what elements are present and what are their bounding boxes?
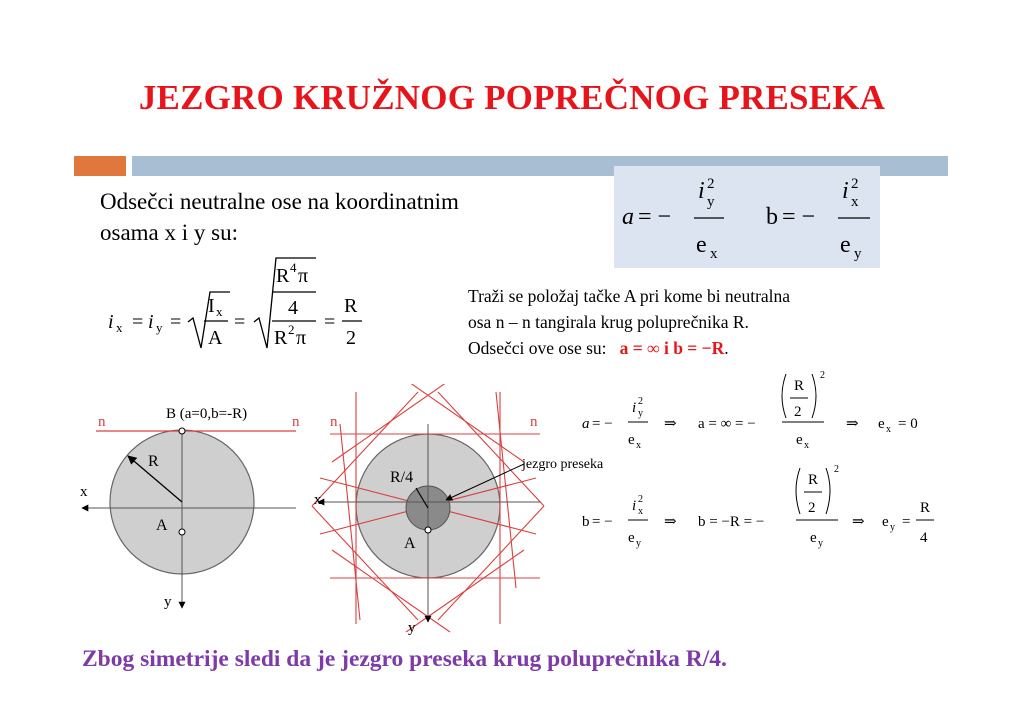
- explanation-line-3-suffix: .: [724, 338, 729, 358]
- f-two-result: 2: [346, 327, 356, 349]
- d1-paren-right: [812, 374, 816, 418]
- explanation-text: [468, 283, 988, 361]
- intro-text: [100, 186, 580, 248]
- d1-paren-left: [782, 374, 786, 418]
- fb-b: b: [766, 204, 778, 230]
- d2-paren-sq: 2: [834, 464, 839, 475]
- point-a-marker: [179, 529, 185, 535]
- fb-sub-x-b: x: [851, 194, 859, 210]
- d1-ex-sub: x: [886, 424, 891, 435]
- d2-implies-2: ⇒: [852, 514, 865, 530]
- f-four: 4: [288, 297, 298, 319]
- radius-of-gyration-formula: [100, 252, 390, 357]
- y-axis-label: y: [164, 594, 172, 610]
- conclusion-text: Zbog simetrije sledi da je jezgro preseka krug poluprečnika R/4.: [82, 646, 727, 672]
- d2-b-negR: b = −R = −: [698, 514, 765, 530]
- d2-b: b: [582, 514, 590, 530]
- d2-four-result: 4: [920, 530, 928, 546]
- d1-implies-1: ⇒: [664, 416, 677, 432]
- point-b-label: B (a=0,b=-R): [166, 406, 248, 422]
- d1-e-den: e: [796, 432, 803, 448]
- d1-a-inf: a = ∞ = −: [698, 416, 756, 432]
- f-i-x: i: [108, 311, 114, 333]
- intercept-formula: [614, 166, 880, 268]
- d1-sq: 2: [638, 396, 643, 407]
- core-callout-label: jezgro preseka: [522, 457, 604, 472]
- d1-paren-sq: 2: [820, 370, 825, 381]
- f-pi-num: π: [298, 265, 309, 287]
- f-pow-2: 2: [288, 322, 295, 337]
- f-pi-den: π: [296, 327, 307, 349]
- diagram-section-core: [310, 384, 640, 638]
- point-a-label: A: [156, 517, 168, 534]
- f-eq-2: =: [170, 311, 182, 333]
- n-right-label: n: [292, 414, 300, 430]
- x-axis-label: x: [80, 484, 88, 500]
- fb-eq-minus-a: = −: [638, 204, 672, 230]
- radius-label: R: [148, 453, 159, 470]
- d2-two: 2: [808, 500, 816, 516]
- fb-sq-a: 2: [707, 176, 715, 192]
- f-pow-4: 4: [290, 260, 297, 275]
- fb-sq-b: 2: [851, 176, 859, 192]
- d2-paren-right: [826, 468, 830, 514]
- d1-implies-2: ⇒: [846, 416, 859, 432]
- f-sub-x: x: [116, 320, 123, 335]
- d2-e-den: e: [810, 530, 817, 546]
- d2-e-den-sub: y: [818, 538, 823, 549]
- n-right-label: n: [530, 414, 538, 430]
- f-i-y: i: [148, 311, 154, 333]
- d2-e: e: [628, 530, 635, 546]
- d2-ey: e: [882, 514, 889, 530]
- n-left-label: n: [98, 414, 106, 430]
- f-A: A: [208, 327, 223, 349]
- d2-e-sub-y: y: [636, 538, 641, 549]
- fb-eq-minus-b: = −: [782, 204, 816, 230]
- x-axis-label: x: [314, 492, 322, 508]
- f-eq-3: =: [234, 311, 246, 333]
- point-a-marker: [425, 527, 431, 533]
- intro-line-2: osama x i y su:: [100, 220, 238, 245]
- d1-ex-zero: = 0: [898, 416, 918, 432]
- n-left-label: n: [330, 414, 338, 430]
- d1-a: a: [582, 416, 590, 432]
- d2-R-result: R: [920, 500, 931, 516]
- d1-e: e: [628, 432, 635, 448]
- fb-e-b: e: [840, 232, 851, 258]
- fb-sub-x-a: x: [710, 246, 718, 262]
- explanation-line-1: Traži se položaj tačke A pri kome bi neutralna: [468, 286, 791, 306]
- f-I: I: [208, 295, 215, 317]
- d1-eq-minus: = −: [592, 416, 613, 432]
- d2-i: i: [632, 498, 637, 514]
- point-b-marker: [179, 428, 185, 434]
- explanation-line-3: [468, 335, 988, 361]
- d1-R: R: [794, 378, 805, 394]
- intercept-formula-box: [614, 166, 880, 268]
- fb-sub-y-a: y: [707, 194, 715, 210]
- d2-sub-x: x: [638, 506, 643, 517]
- d2-eq-minus: = −: [592, 514, 613, 530]
- fb-a: a: [622, 204, 634, 230]
- fb-i-b: i: [842, 178, 849, 204]
- d1-i: i: [632, 400, 637, 416]
- d2-ey-sub: y: [890, 522, 895, 533]
- f-sub-y: y: [156, 320, 163, 335]
- accent-bar-orange: [74, 156, 126, 176]
- d2-sq: 2: [638, 494, 643, 505]
- d1-sub-y: y: [638, 408, 643, 419]
- y-axis-label: y: [408, 620, 416, 636]
- d2-eq: =: [902, 514, 911, 530]
- d1-e-sub-x: x: [636, 440, 641, 451]
- f-R-result: R: [344, 295, 358, 317]
- core-radius-label: R/4: [390, 469, 414, 486]
- explanation-line-2: osa n – n tangirala krug poluprečnika R.: [468, 312, 749, 332]
- d2-R: R: [808, 472, 819, 488]
- diagram-neutral-axis: [74, 398, 314, 613]
- explanation-highlight: a = ∞ i b = −R: [619, 338, 725, 358]
- d1-e-den-sub: x: [804, 440, 809, 451]
- d1-ex: e: [878, 416, 885, 432]
- intro-line-1: Odsečci neutralne ose na koordinatnim: [100, 189, 459, 214]
- fb-sub-y-b: y: [854, 246, 862, 262]
- explanation-line-3-prefix: Odsečci ove ose su:: [468, 338, 607, 358]
- f-I-sub-x: x: [216, 304, 223, 319]
- d2-implies-1: ⇒: [664, 514, 677, 530]
- fb-i-a: i: [698, 178, 705, 204]
- fb-e-a: e: [696, 232, 707, 258]
- f-R-num: R: [276, 265, 290, 287]
- point-a-label: A: [404, 535, 416, 552]
- d2-paren-left: [796, 468, 800, 514]
- f-R-den: R: [274, 327, 288, 349]
- f-eq-1: =: [132, 311, 144, 333]
- slide-title: JEZGRO KRUŽNOG POPREČNOG PRESEKA: [138, 78, 886, 117]
- d1-two: 2: [794, 404, 802, 420]
- f-eq-4: =: [324, 311, 336, 333]
